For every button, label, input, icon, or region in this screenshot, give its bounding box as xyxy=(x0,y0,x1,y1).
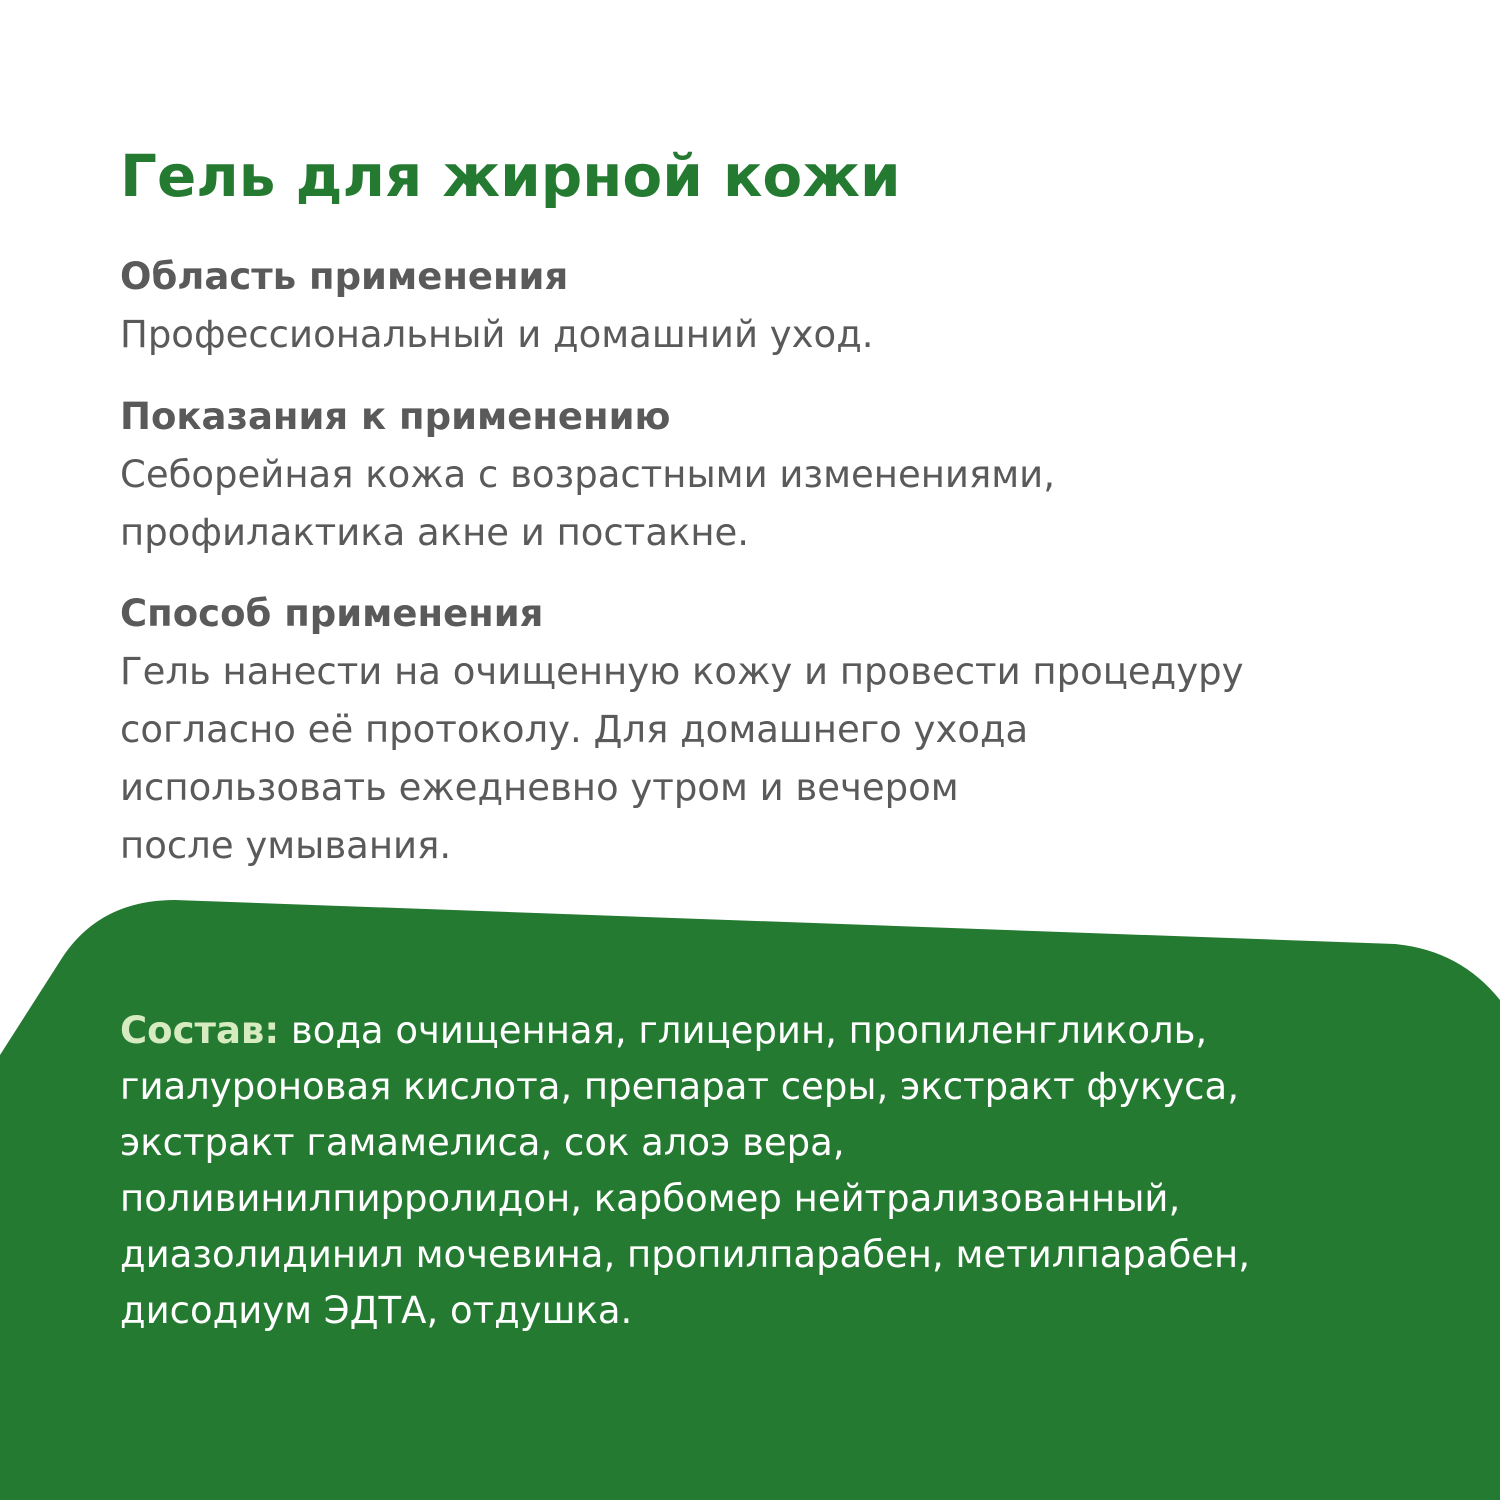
section-body: Профессиональный и домашний уход. xyxy=(120,313,874,356)
section-body: Себорейная кожа с возрастными изменениями, профилактика акне и постакне. xyxy=(120,453,1055,554)
section-body: Гель нанести на очищенную кожу и провести процедуру согласно её протоколу. Для домашнего ухода использовать ежедневно утром и вечером после умывания. xyxy=(120,650,1244,867)
section-heading: Показания к применению xyxy=(120,395,671,438)
section-heading: Область применения xyxy=(120,255,569,298)
composition-ingredients: вода очищенная, глицерин, пропиленгликоль, гиалуроновая кислота, препарат серы, экстракт фукуса, экстракт гамамелиса, сок алоэ вера, поливинилпирролидон, карбомер нейтрализованный, диазолидинил мочевина, пропилпарабен, метилпарабен, дисодиум ЭДТА, отдушка. xyxy=(120,1009,1250,1332)
page-title: Гель для жирной кожи xyxy=(120,142,901,210)
composition-label: Состав: xyxy=(120,1009,280,1052)
composition-text xyxy=(120,1003,1440,1339)
section-heading: Способ применения xyxy=(120,592,544,635)
